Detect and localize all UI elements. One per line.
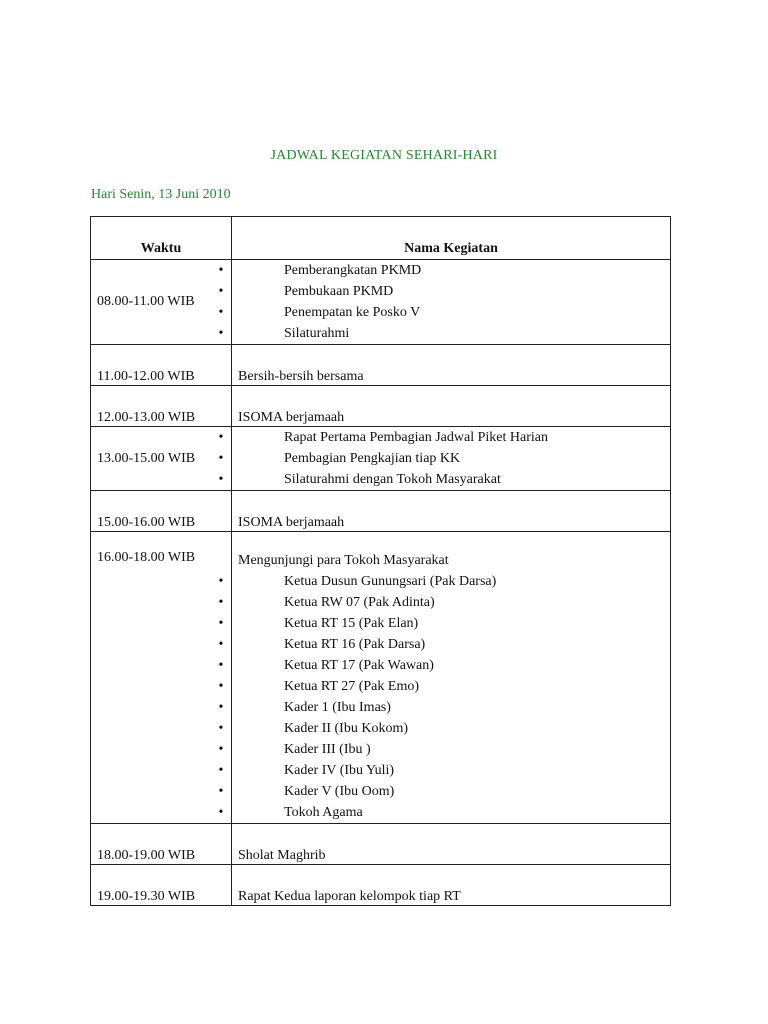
bullet-icon: • (218, 284, 224, 299)
list-item-text: Kader 1 (Ibu Imas) (284, 700, 391, 715)
bullet-icon: • (218, 305, 224, 320)
bullet-icon: • (218, 595, 224, 610)
list-item-text: Ketua RT 27 (Pak Emo) (284, 679, 419, 694)
bullet-icon: • (218, 700, 224, 715)
list-item-text: Ketua RT 15 (Pak Elan) (284, 616, 419, 631)
list-item (218, 469, 670, 490)
bullet-icon: • (218, 574, 224, 589)
row-time: 12.00-13.00 WIB (91, 386, 232, 427)
row-activity: ISOMA berjamaah (232, 386, 671, 427)
schedule-table (90, 216, 671, 906)
table-row (91, 260, 671, 345)
list-item-text: Penempatan ke Posko V (284, 305, 421, 320)
bullet-icon: • (218, 763, 224, 778)
bullet-icon: • (218, 326, 224, 341)
list-item-text: Tokoh Agama (284, 805, 363, 820)
header-time: Waktu (91, 217, 232, 260)
bullet-icon: • (218, 616, 224, 631)
list-item-text: Pembagian Pengkajian tiap KK (284, 451, 461, 466)
row-time: 19.00-19.30 WIB (91, 865, 232, 906)
list-item (218, 323, 670, 344)
row-time: 18.00-19.00 WIB (91, 824, 232, 865)
list-item-text: Ketua RT 17 (Pak Wawan) (284, 658, 434, 673)
table-row (91, 824, 671, 865)
list-item-text: Ketua Dusun Gunungsari (Pak Darsa) (284, 574, 497, 589)
list-item (218, 613, 670, 634)
list-item-text: Ketua RW 07 (Pak Adinta) (284, 595, 435, 610)
row-activity: Bersih-bersih bersama (232, 345, 671, 386)
row-activity-list (218, 532, 671, 824)
document-subtitle: Hari Senin, 13 Juni 2010 (91, 187, 231, 202)
list-item (218, 739, 670, 760)
bullet-icon: • (218, 451, 224, 466)
table-row (91, 386, 671, 427)
list-item-text: Pemberangkatan PKMD (284, 263, 422, 278)
bullet-icon: • (218, 263, 224, 278)
list-item-text: Silaturahmi dengan Tokoh Masyarakat (284, 472, 501, 487)
row-time: 15.00-16.00 WIB (91, 491, 232, 532)
list-item-text: Pembukaan PKMD (284, 284, 394, 299)
table-header-row (91, 217, 671, 260)
activity-bullet-list (218, 260, 670, 344)
row-activity: Rapat Kedua laporan kelompok tiap RT (232, 865, 671, 906)
list-item (218, 718, 670, 739)
document-title: JADWAL KEGIATAN SEHARI-HARI (270, 148, 498, 163)
schedule-body (91, 260, 671, 906)
bullet-icon: • (218, 742, 224, 757)
list-item (218, 697, 670, 718)
bullet-icon: • (218, 637, 224, 652)
row-time: 11.00-12.00 WIB (91, 345, 232, 386)
table-row (91, 865, 671, 906)
list-item (218, 781, 670, 802)
list-item (218, 760, 670, 781)
list-item-text: Kader III (Ibu ) (284, 742, 371, 757)
bullet-icon: • (218, 472, 224, 487)
list-item (218, 302, 670, 323)
bullet-icon: • (218, 784, 224, 799)
list-item-text: Rapat Pertama Pembagian Jadwal Piket Harian (284, 430, 548, 445)
table-row (91, 427, 671, 491)
bullet-icon: • (218, 721, 224, 736)
list-item (218, 281, 670, 302)
row-activity: Sholat Maghrib (232, 824, 671, 865)
activity-bullet-list (218, 427, 670, 490)
row-time: 08.00-11.00 WIB (91, 260, 232, 345)
row-time: 16.00-18.00 WIB (91, 532, 232, 824)
list-item-text: Kader V (Ibu Oom) (284, 784, 395, 799)
list-item-text: Kader II (Ibu Kokom) (284, 721, 409, 736)
list-item-text: Kader IV (Ibu Yuli) (284, 763, 395, 778)
row-activity: ISOMA berjamaah (232, 491, 671, 532)
row-activity-list (218, 260, 671, 345)
header-activity: Nama Kegiatan (232, 217, 671, 260)
row-activity-list (218, 427, 671, 491)
activity-bullet-list (218, 571, 670, 823)
list-item (218, 427, 670, 448)
list-item (218, 260, 670, 281)
list-item (218, 655, 670, 676)
list-item (218, 571, 670, 592)
bullet-icon: • (218, 430, 224, 445)
row-activity: Mengunjungi para Tokoh Masyarakat (238, 553, 449, 568)
bullet-icon: • (218, 805, 224, 820)
list-item (218, 448, 670, 469)
list-item (218, 802, 670, 823)
list-item-text: Silaturahmi (284, 326, 350, 341)
table-row (91, 345, 671, 386)
list-item (218, 592, 670, 613)
bullet-icon: • (218, 658, 224, 673)
list-item (218, 634, 670, 655)
list-item-text: Ketua RT 16 (Pak Darsa) (284, 637, 426, 652)
row-time: 13.00-15.00 WIB (91, 427, 232, 491)
bullet-icon: • (218, 679, 224, 694)
list-item (218, 676, 670, 697)
table-row (91, 532, 671, 824)
table-row (91, 491, 671, 532)
